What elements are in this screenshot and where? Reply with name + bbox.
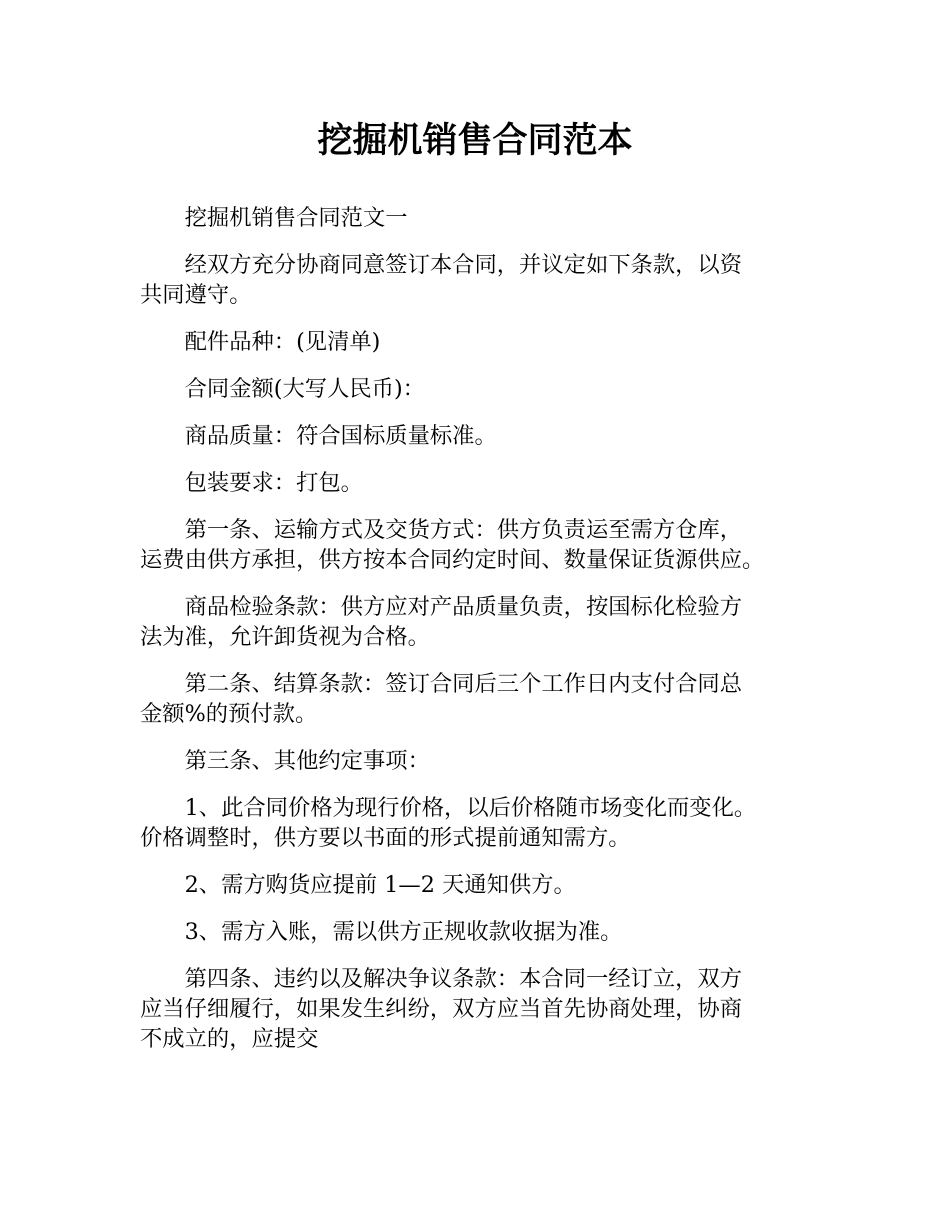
- paragraph: 第四条、违约以及解决争议条款：本合同一经订立，双方 应当仔细履行，如果发生纠纷，双方应当首先协商处理，协商 不成立的，应提交: [140, 966, 743, 1052]
- document-title: 挖掘机销售合同范本: [317, 121, 633, 161]
- paragraph: 经双方充分协商同意签订本合同，并议定如下条款，以资 共同遵守。: [140, 252, 743, 308]
- paragraph: 第二条、结算条款：签订合同后三个工作日内支付合同总 金额%的预付款。: [140, 671, 743, 727]
- paragraph: 配件品种：(见清单): [184, 329, 381, 355]
- paragraph: 2、需方购货应提前 1—2 天通知供方。: [184, 872, 576, 898]
- paragraph: 第三条、其他约定事项：: [184, 748, 430, 774]
- paragraph: 合同金额(大写人民币)：: [184, 376, 425, 402]
- paragraph: 挖掘机销售合同范文一: [184, 205, 408, 231]
- paragraph: 第一条、运输方式及交货方式：供方负责运至需方仓库， 运费由供方承担，供方按本合同约定时间、数量保证货源供应。: [140, 517, 765, 573]
- paragraph: 包装要求：打包。: [184, 470, 363, 496]
- paragraph: 商品质量：符合国标质量标准。: [184, 423, 497, 449]
- paragraph: 1、此合同价格为现行价格，以后价格随市场变化而变化。 价格调整时，供方要以书面的形式提前通知需方。: [140, 795, 757, 851]
- paragraph: 3、需方入账，需以供方正规收款收据为准。: [184, 919, 623, 945]
- paragraph: 商品检验条款：供方应对产品质量负责，按国标化检验方 法为准，允许卸货视为合格。: [140, 594, 743, 650]
- document-body: [140, 203, 830, 1071]
